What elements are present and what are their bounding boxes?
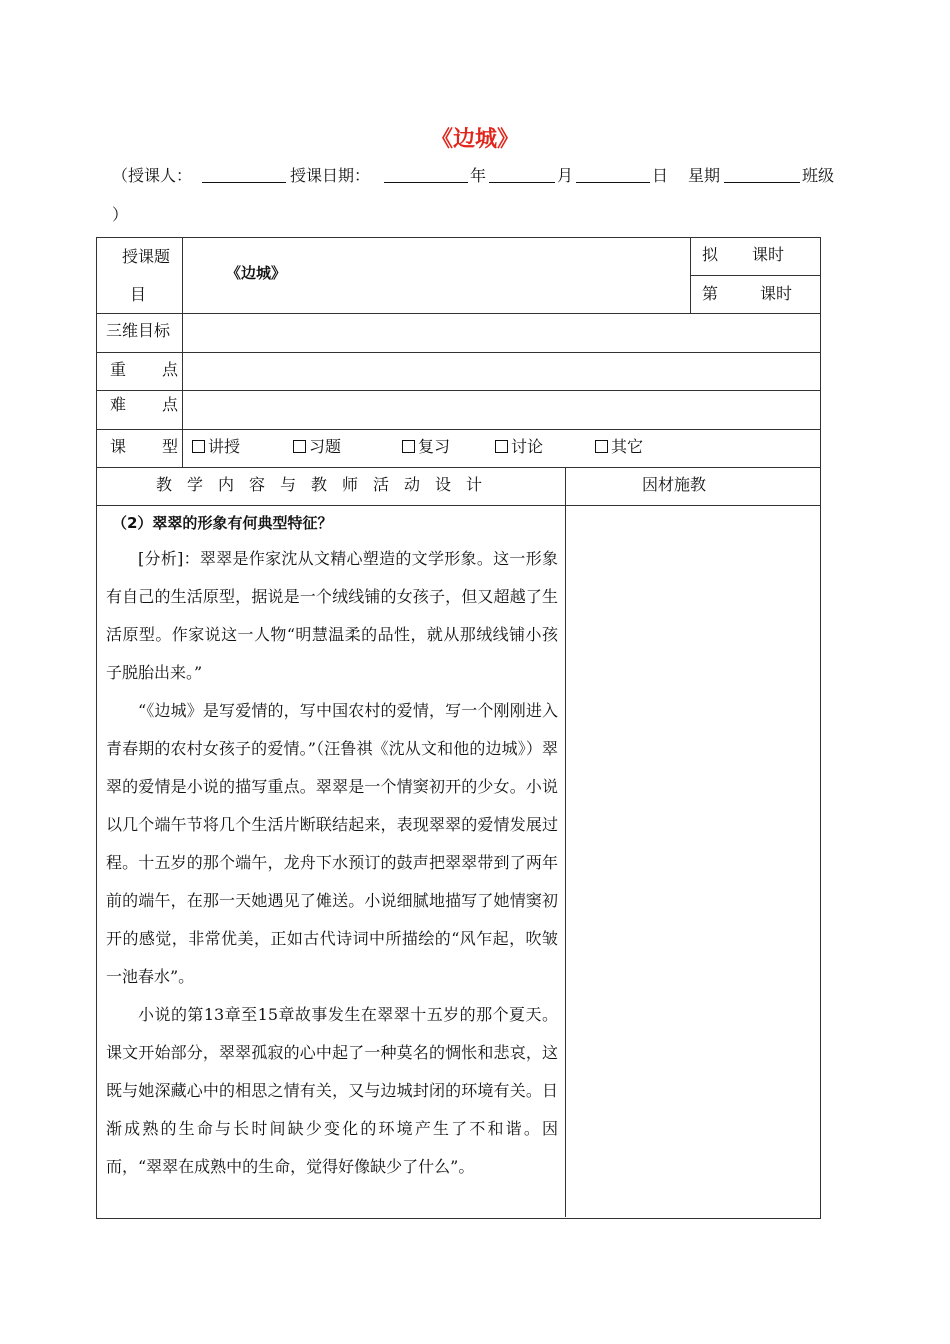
- header-close-paren: ）: [112, 205, 129, 224]
- checkbox-icon[interactable]: [595, 440, 608, 453]
- lesson-type-label: 课 型: [110, 437, 189, 456]
- planned-hours-label: 拟: [702, 245, 719, 264]
- row-divider: [96, 505, 820, 506]
- weekday-label: 星期: [688, 166, 721, 185]
- content-header: 教学内容与教师活动设计: [156, 475, 498, 494]
- type-option-label: 其它: [611, 437, 644, 456]
- month-blank[interactable]: [576, 182, 650, 183]
- paragraph: “《边城》是写爱情的，写中国农村的爱情，写一个刚刚进入青春期的农村女孩子的爱情。”（汪鲁祺《沈从文和他的边城》）翠翠的爱情是小说的描写重点。翠翠是一个情窦初开的少女。小说以几个端午节将几个生活片断联结起来，表现翠翠的爱情发展过程。十五岁的那个端午，龙舟下水预订的鼓声把翠翠带到了两年前的端午，在那一天她遇见了傩送。小说细腻地描写了她情窦初开的感觉，非常优美，正如古代诗词中所描绘的“风乍起，吹皱一池春水”。: [106, 701, 558, 986]
- planned-hours-unit: 课时: [752, 245, 785, 264]
- class-label: 班级: [802, 166, 835, 185]
- content-column-divider: [565, 467, 566, 1217]
- lesson-header: [112, 160, 842, 186]
- date-label: 授课日期：: [290, 166, 371, 185]
- month-label: 月: [557, 166, 574, 185]
- row-divider: [96, 352, 820, 353]
- topic-label: 授课题: [122, 247, 171, 266]
- weekday-blank[interactable]: [724, 182, 800, 183]
- adapt-header: 因材施教: [642, 475, 707, 494]
- analysis-text: [106, 540, 558, 1186]
- lecturer-blank[interactable]: [202, 182, 286, 183]
- type-option-other[interactable]: [595, 434, 643, 457]
- lesson-number-unit: 课时: [760, 284, 793, 303]
- goals-label: 三维目标: [106, 321, 171, 340]
- year-blank[interactable]: [489, 182, 555, 183]
- lecturer-label: （授课人：: [112, 166, 193, 185]
- year-label: 年: [470, 166, 487, 185]
- checkbox-icon[interactable]: [293, 440, 306, 453]
- topic-value: 《边城》: [226, 264, 287, 282]
- type-option-review[interactable]: [402, 434, 450, 457]
- type-option-lecture[interactable]: [192, 434, 240, 457]
- page-title: 《边城》: [430, 127, 519, 152]
- type-option-discussion[interactable]: [495, 434, 543, 457]
- hours-column-divider: [690, 237, 691, 313]
- hours-divider: [690, 275, 820, 276]
- paragraph: 小说的第13章至15章故事发生在翠翠十五岁的那个夏天。课文开始部分，翠翠孤寂的心中起了一种莫名的惆怅和悲哀，这既与她深藏心中的相思之情有关，又与边城封闭的环境有关。日渐成熟的生命与长时间缺少变化的环境产生了不和谐。因而，“翠翠在成熟中的生命，觉得好像缺少了什么”。: [106, 1005, 558, 1176]
- row-divider: [96, 429, 820, 430]
- label-column-divider: [182, 237, 183, 467]
- row-divider: [96, 313, 820, 314]
- day-label: 日: [652, 166, 669, 185]
- key-points-label: 重 点: [110, 360, 189, 379]
- difficulty-label: 难 点: [110, 395, 189, 414]
- checkbox-icon[interactable]: [192, 440, 205, 453]
- type-option-label: 讨论: [511, 437, 544, 456]
- checkbox-icon[interactable]: [402, 440, 415, 453]
- type-option-exercise[interactable]: [293, 434, 341, 457]
- type-option-label: 复习: [418, 437, 451, 456]
- type-option-label: 讲授: [208, 437, 241, 456]
- date-blank[interactable]: [384, 182, 468, 183]
- type-option-label: 习题: [309, 437, 342, 456]
- question-heading: （2）翠翠的形象有何典型特征？: [112, 514, 333, 532]
- row-divider: [96, 390, 820, 391]
- row-divider: [96, 467, 820, 468]
- topic-label-cont: 目: [130, 285, 147, 304]
- lesson-number-label: 第: [702, 284, 719, 303]
- checkbox-icon[interactable]: [495, 440, 508, 453]
- paragraph: [分析]：翠翠是作家沈从文精心塑造的文学形象。这一形象有自己的生活原型，据说是一个绒线铺的女孩子，但又超越了生活原型。作家说这一人物“明慧温柔的品性，就从那绒线铺小孩子脱胎出来。”: [106, 549, 558, 682]
